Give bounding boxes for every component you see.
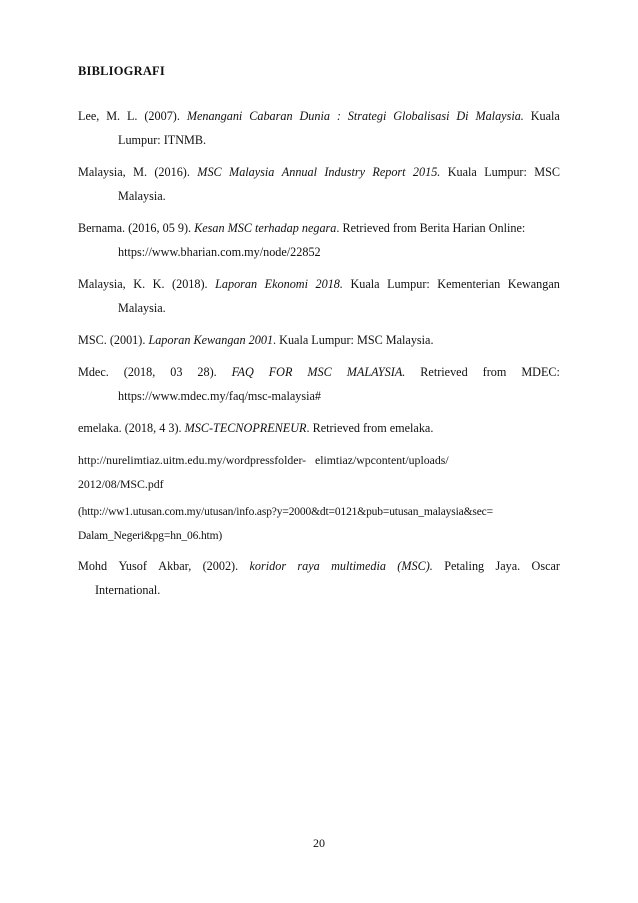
bibliography-entry [78,448,560,496]
bibliography-heading: BIBLIOGRAFI [78,64,165,78]
entry-line: Malaysia. [118,301,166,315]
bibliography-entry [78,554,560,602]
entry-line: International. [95,583,161,597]
page-number: 20 [313,836,325,850]
entry-url: https://www.mdec.my/faq/msc-malaysia# [118,389,321,403]
entry-line: Mohd Yusof Akbar, (2002). koridor raya multimedia (MSC). Petaling Jaya. Oscar [78,559,560,573]
bibliography-entry [78,216,560,264]
bibliography-entry [78,272,560,320]
bibliography-entry [78,360,560,408]
entry-url: https://www.bharian.com.my/node/22852 [118,245,321,259]
entry-url: (http://ww1.utusan.com.my/utusan/info.asp?y=2000&dt=0121&pub=utusan_malaysia&sec= [78,506,493,518]
bibliography-entry [78,104,560,152]
entry-line: Malaysia, M. (2016). MSC Malaysia Annual Industry Report 2015. Kuala Lumpur: MSC [78,165,560,179]
entry-line: MSC. (2001). Laporan Kewangan 2001. Kuala Lumpur: MSC Malaysia. [78,333,434,347]
entry-url: 2012/08/MSC.pdf [78,477,164,491]
entry-line: Malaysia, K. K. (2018). Laporan Ekonomi 2018. Kuala Lumpur: Kementerian Kewangan [78,277,560,291]
entry-line: Lee, M. L. (2007). Menangani Cabaran Dunia : Strategi Globalisasi Di Malaysia. Kuala [78,109,560,123]
bibliography-entry [78,416,560,440]
bibliography-entry [78,160,560,208]
bibliography-entry [78,500,560,548]
entry-line: Bernama. (2016, 05 9). Kesan MSC terhadap negara. Retrieved from Berita Harian Online: [78,221,526,235]
entry-url: Dalam_Negeri&pg=hn_06.htm) [78,530,223,542]
bibliography-entry [78,328,560,352]
entry-url: http://nurelimtiaz.uitm.edu.my/wordpressfolder- elimtiaz/wpcontent/uploads/ [78,453,449,467]
entry-line: Lumpur: ITNMB. [118,133,207,147]
entry-line: Mdec. (2018, 03 28). FAQ FOR MSC MALAYSIA. Retrieved from MDEC: [78,365,560,379]
entry-line: emelaka. (2018, 4 3). MSC-TECNOPRENEUR. Retrieved from emelaka. [78,421,434,435]
entry-line: Malaysia. [118,189,166,203]
